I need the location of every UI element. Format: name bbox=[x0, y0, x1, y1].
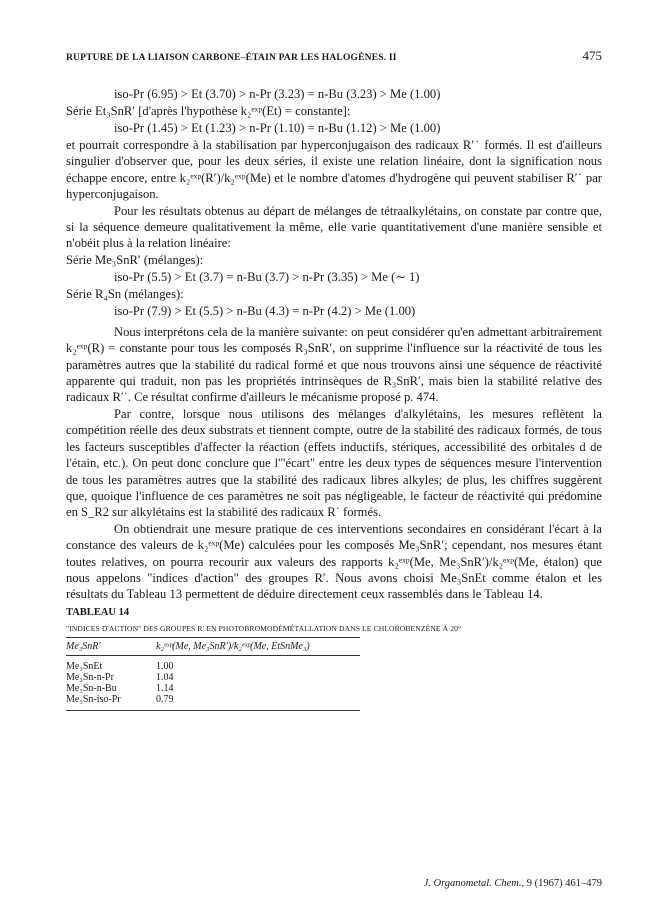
journal-volume-pages: 9 (1967) 461–479 bbox=[526, 878, 602, 889]
data-table bbox=[66, 637, 360, 711]
journal-citation bbox=[424, 878, 602, 889]
serie-et3snr: Série Et₃SnR′ [d'après l'hypothèse k₂ᵉˣᵖ(Et) = constante]: bbox=[66, 104, 351, 118]
paragraph-2: Pour les résultats obtenus au départ de mélanges de tétraalkylétains, on constate par contre que, si la séquence demeure qualitativement la même, elle varie quantitativement d'une manière sensible et n'obéit plus à la relation linéaire: bbox=[66, 203, 602, 251]
page bbox=[66, 48, 602, 711]
table-cell-compound: Me₃Sn-iso-Pr bbox=[66, 694, 156, 711]
paragraph-4: Par contre, lorsque nous utilisons des mélanges d'alkylétains, les mesures reflètent la compétition réelle des deux substrats et tiennent compte, outre de la stabilité des radicaux formés, de tous les facteurs susceptibles d'affecter la réaction (effets inductifs, stériques, accessibilité des orbitales d de l'étain, etc.). On peut donc conclure que l'"écart" entre les deux types de séquences mesure l'intervention de tous les paramètres autres que la stabilité des radicaux libres alkyles; de plus, les chiffres suggèrent que, quoique l'influence de ces paramètres ne soit pas négligeable, le facteur de réactivité qui prédomine en S_R2 sur alkylétains est la stabilité des radicaux R˙ formés. bbox=[66, 406, 602, 520]
table-cell-compound: Me₃SnEt bbox=[66, 660, 103, 672]
table-row bbox=[66, 655, 360, 672]
running-title: RUPTURE DE LA LIAISON CARBONE–ÉTAIN PAR LES HALOGÈNES. II bbox=[66, 53, 397, 63]
sequence-4: iso-Pr (7.9) > Et (5.5) > n-Bu (4.3) = n-Pr (4.2) > Me (1.00) bbox=[114, 303, 416, 318]
paragraph-1: et pourrait correspondre à la stabilisation par hyperconjugaison des radicaux R′˙ formés. Il est d'ailleurs singulier d'observer que, pour les deux séries, il existe une relation linéaire, dont la signification nous échappe encore, entre k₂ᵉˣᵖ(R′)/k₂ᵉˣᵖ(Me) et le nombre d'atomes d'hydrogène qui peuvent stabiliser R′˙ par hyperconjugaison. bbox=[66, 138, 602, 202]
table-cell-value: 1.00 bbox=[156, 660, 174, 672]
paragraph-5: On obtiendrait une mesure pratique de ces interventions secondaires en considérant l'écart à la constance des valeurs de k₂ᵉˣᵖ(Me) calculées pour les composés Me₃SnR′; cependant, nos mesures étant toutes relatives, on pourra recourir aux valeurs des rapports k₂ᵉˣᵖ(Me, Me₃SnR′)/k₂ᵉˣᵖ(Me, étalon) que nous appelons "indices d'action" des groupes R′. Nous avons choisi Me₃SnEt comme étalon et les résultats du Tableau 13 permettent de déduire directement ceux rassemblés dans le Tableau 14. bbox=[66, 521, 602, 602]
table-cell-value: 0.79 bbox=[156, 694, 360, 711]
serie-r4sn: Série R₄Sn (mélanges): bbox=[66, 286, 184, 301]
table-cell-compound: Me₃Sn-n-Pr bbox=[66, 671, 114, 683]
sequence-1: iso-Pr (6.95) > Et (3.70) > n-Pr (3.23) = n-Bu (3.23) > Me (1.00) bbox=[114, 87, 441, 101]
paragraph-3: Nous interprétons cela de la manière suivante: on peut considérer qu'en admettant arbitrairement k₂ᵉˣᵖ(R) = constante pour tous les composés R₃SnR′, on supprime l'influence sur la réactivité de tous les paramètres autres que la stabilité du radical formé et que nous trouvons ainsi une séquence de réactivité apparente qui traduit, non pas les propriétés intrinsèques de R₃SnR′, mais bien la stabilité relative des radicaux R′˙. Ce résultat confirme d'ailleurs le mécanisme proposé p. 474. bbox=[66, 324, 602, 405]
running-header bbox=[66, 48, 602, 64]
table-cell-compound: Me₃Sn-n-Bu bbox=[66, 682, 117, 694]
table-label: TABLEAU 14 bbox=[66, 606, 130, 618]
table-header-ratio: k₂ᵉˣᵖ(Me, Me₃SnR′)/k₂ᵉˣᵖ(Me, EtSnMe₃) bbox=[156, 637, 360, 655]
table-row bbox=[66, 683, 360, 694]
serie-me3snr: Série Me₃SnR′ (mélanges): bbox=[66, 252, 204, 267]
page-number: 475 bbox=[582, 48, 602, 63]
table-cell-value: 1.14 bbox=[156, 682, 174, 694]
journal-name: J. Organometal. Chem., bbox=[423, 878, 525, 889]
table-row bbox=[66, 694, 360, 711]
table-cell-value: 1.04 bbox=[156, 671, 174, 683]
table-caption: "INDICES D'ACTION" DES GROUPES R′ EN PHOTOBROMODÉMÉTALLATION DANS LE CHLOROBENZÈNE À 20° bbox=[66, 623, 462, 633]
sequence-3: iso-Pr (5.5) > Et (3.7) = n-Bu (3.7) > n-Pr (3.35) > Me (∼ 1) bbox=[114, 269, 420, 284]
table-header-compound: Me₃SnR′ bbox=[66, 637, 156, 655]
table-row bbox=[66, 672, 360, 683]
sequence-2: iso-Pr (1.45) > Et (1.23) > n-Pr (1.10) = n-Bu (1.12) > Me (1.00) bbox=[114, 121, 441, 135]
